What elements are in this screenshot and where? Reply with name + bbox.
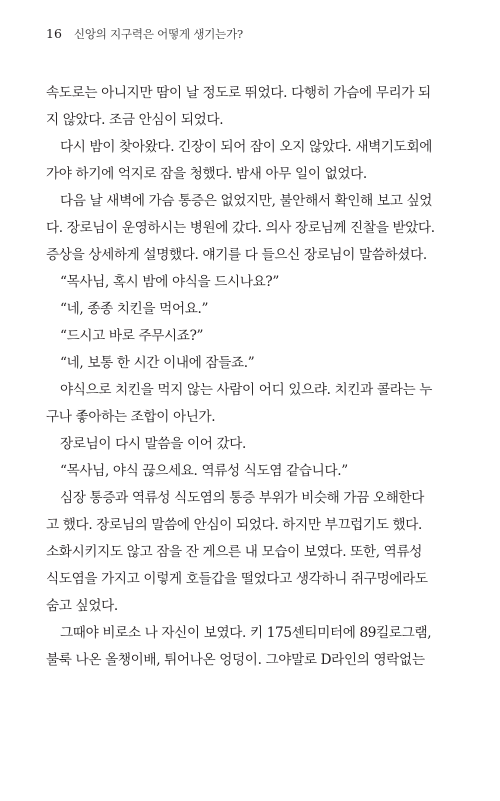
page-number: 16: [46, 26, 62, 41]
text-line: 고 했다. 장로님의 말씀에 안심이 되었다. 하지만 부끄럽기도 했다.: [46, 517, 423, 533]
body-text: [46, 80, 466, 674]
text-line: 다시 밤이 찾아왔다. 긴장이 되어 잠이 오지 않았다. 새벽기도회에: [60, 139, 433, 155]
text-line: 지 않았다. 조금 안심이 되었다.: [46, 112, 224, 128]
text-line: 가야 하기에 억지로 잠을 청했다. 밤새 아무 일이 없었다.: [46, 166, 367, 182]
text-line: 소화시키지도 않고 잠을 잔 게으른 내 모습이 보였다. 또한, 역류성: [46, 544, 423, 560]
text-line: 야식으로 치킨을 먹지 않는 사람이 어디 있으랴. 치킨과 콜라는 누: [60, 382, 433, 398]
running-header: [46, 26, 243, 44]
text-line: “네, 보통 한 시간 이내에 잠들죠.”: [60, 355, 255, 371]
text-line: 다. 장로님이 운영하시는 병원에 갔다. 의사 장로님께 진찰을 받았다.: [46, 220, 435, 236]
text-line: 숨고 싶었다.: [46, 598, 118, 614]
text-line: 다음 날 새벽에 가슴 통증은 없었지만, 불안해서 확인해 보고 싶었: [60, 193, 433, 209]
chapter-title: 신앙의 지구력은 어떻게 생기는가?: [73, 27, 243, 41]
text-line: “목사님, 혹시 밤에 야식을 드시나요?”: [60, 274, 279, 290]
text-line: 장로님이 다시 말씀을 이어 갔다.: [60, 436, 247, 452]
text-line: 식도염을 가지고 이렇게 호들갑을 떨었다고 생각하니 쥐구멍에라도: [46, 571, 428, 587]
text-line: “드시고 바로 주무시죠?”: [60, 328, 204, 344]
text-line: 그때야 비로소 나 자신이 보였다. 키 175센티미터에 89킬로그램,: [60, 625, 432, 641]
text-line: 구나 좋아하는 조합이 아닌가.: [46, 409, 216, 425]
text-line: 속도로는 아니지만 땀이 날 정도로 뛰었다. 다행히 가슴에 무리가 되: [46, 85, 431, 101]
text-line: “네, 종종 치킨을 먹어요.”: [60, 301, 209, 317]
text-line: “목사님, 야식 끊으세요. 역류성 식도염 같습니다.”: [60, 463, 348, 479]
text-line: 심장 통증과 역류성 식도염의 통증 부위가 비슷해 가끔 오해한다: [60, 490, 425, 506]
text-line: 증상을 상세하게 설명했다. 얘기를 다 들으신 장로님이 말씀하셨다.: [46, 247, 427, 263]
text-line: 불룩 나온 올챙이배, 튀어나온 엉덩이. 그야말로 D라인의 영락없는: [46, 652, 425, 668]
